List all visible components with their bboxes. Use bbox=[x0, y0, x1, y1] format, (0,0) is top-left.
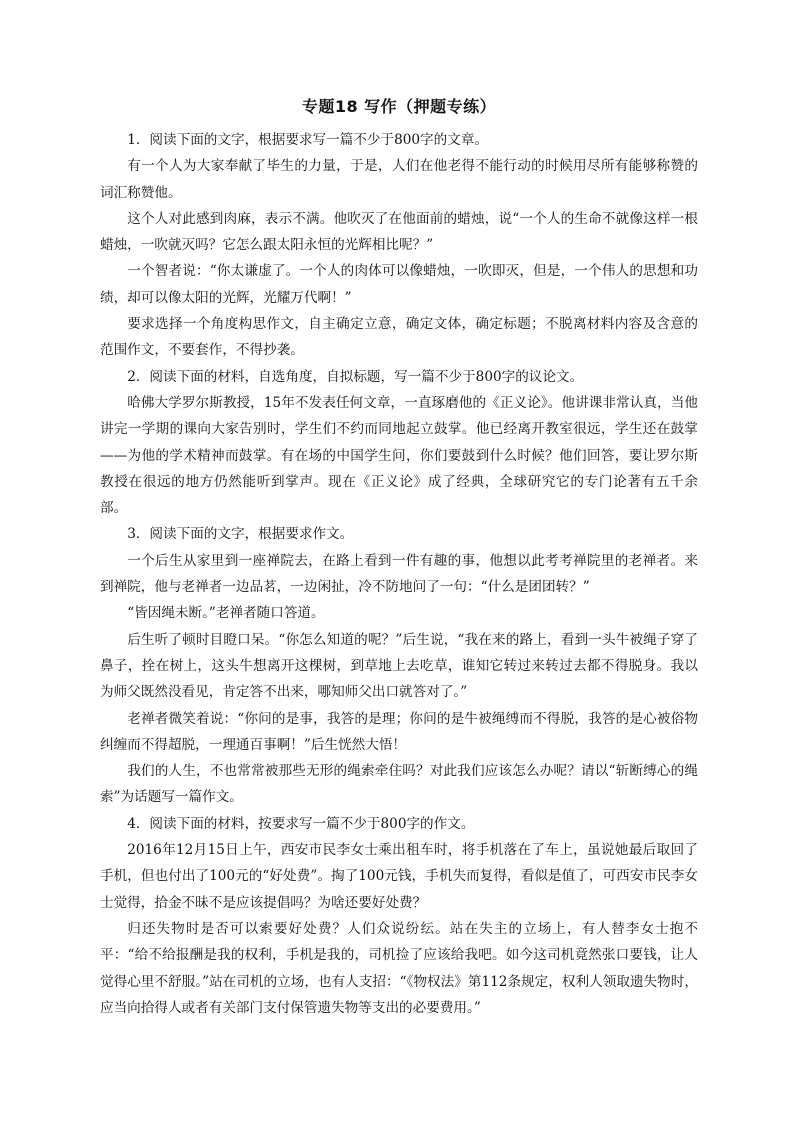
paragraph: “皆因绳未断。”老禅者随口答道。 bbox=[127, 605, 325, 622]
paragraph: 2．阅读下面的材料，自选角度，自拟标题，写一篇不少于800字的议论文。 bbox=[127, 368, 584, 385]
paragraph: 哈佛大学罗尔斯教授，15年不发表任何文章，一直琢磨他的《正义论》。他讲课非常认真，当他讲完一学期的课向大家告别时，学生们不约而同地起立鼓掌。他已经离开教室很远，学生还在鼓掌——为他的学术精神而鼓掌。有在场的中国学生问，你们要鼓到什么时候？他们回答，要让罗尔斯教授在很远的地方仍然能听到掌声。现在《正义论》成了经典，全球研究它的专门论著有五千余部。 bbox=[100, 394, 698, 517]
paragraph: 3．阅读下面的文字，根据要求作文。 bbox=[127, 526, 354, 543]
document-title: 专题18 写作（押题专练） bbox=[301, 97, 497, 116]
paragraph: 后生听了顿时目瞪口呆。“你怎么知道的呢？”后生说，“我在来的路上，看到一头牛被绳子穿了鼻子，拴在树上，这头牛想离开这棵树，到草地上去吃草，谁知它转过来转过去都不得脱身。我以为师父既然没看见，肯定答不出来，哪知师父出口就答对了。” bbox=[100, 631, 698, 701]
document-body bbox=[100, 127, 698, 1021]
paragraph: 4．阅读下面的材料，按要求写一篇不少于800字的作文。 bbox=[127, 815, 475, 832]
paragraph: 一个后生从家里到一座禅院去，在路上看到一件有趣的事，他想以此考考禅院里的老禅者。来到禅院，他与老禅者一边品茗，一边闲扯，冷不防地问了一句：“什么是团团转？” bbox=[100, 552, 698, 596]
paragraph: 这个人对此感到肉麻，表示不满。他吹灭了在他面前的蜡烛，说“一个人的生命不就像这样一根蜡烛，一吹就灭吗？它怎么跟太阳永恒的光辉相比呢？” bbox=[100, 210, 698, 254]
paragraph: 2016年12月15日上午，西安市民李女士乘出租车时，将手机落在了车上，虽说她最后取回了手机，但也付出了100元的“好处费”。掏了100元钱，手机失而复得，看似是值了，可西安市民李女士觉得，拾金不昧不是应该提倡吗？为啥还要好处费？ bbox=[100, 842, 698, 911]
paragraph: 归还失物时是否可以索要好处费？人们众说纷纭。站在失主的立场上，有人替李女士抱不平：“给不给报酬是我的权利，手机是我的，司机捡了应该给我吧。如今这司机竟然张口要钱，让人觉得心里不舒服。”站在司机的立场，也有人支招：“《物权法》第112条规定，权利人领取遗失物时，应当向拾得人或者有关部门支付保管遗失物等支出的必要费用。” bbox=[100, 920, 698, 1016]
paragraph: 我们的人生，不也常常被那些无形的绳索牵住吗？对此我们应该怎么办呢？请以“斩断缚心的绳索”为话题写一篇作文。 bbox=[100, 763, 698, 806]
paragraph: 1．阅读下面的文字，根据要求写一篇不少于800字的文章。 bbox=[127, 132, 489, 148]
document-page bbox=[100, 96, 698, 1021]
paragraph: 要求选择一个角度构思作文，自主确定立意，确定文体，确定标题；不脱离材料内容及含意的范围作文，不要套作，不得抄袭。 bbox=[100, 316, 698, 359]
paragraph: 一个智者说：“你太谦虚了。一个人的肉体可以像蜡烛，一吹即灭，但是，一个伟人的思想和功绩，却可以像太阳的光辉，光耀万代啊！” bbox=[100, 263, 698, 306]
paragraph: 有一个人为大家奉献了毕生的力量，于是，人们在他老得不能行动的时候用尽所有能够称赞的词汇称赞他。 bbox=[100, 158, 698, 201]
paragraph: 老禅者微笑着说：“你问的是事，我答的是理；你问的是牛被绳缚而不得脱，我答的是心被俗物纠缠而不得超脱，一理通百事啊！”后生恍然大悟！ bbox=[100, 710, 698, 753]
